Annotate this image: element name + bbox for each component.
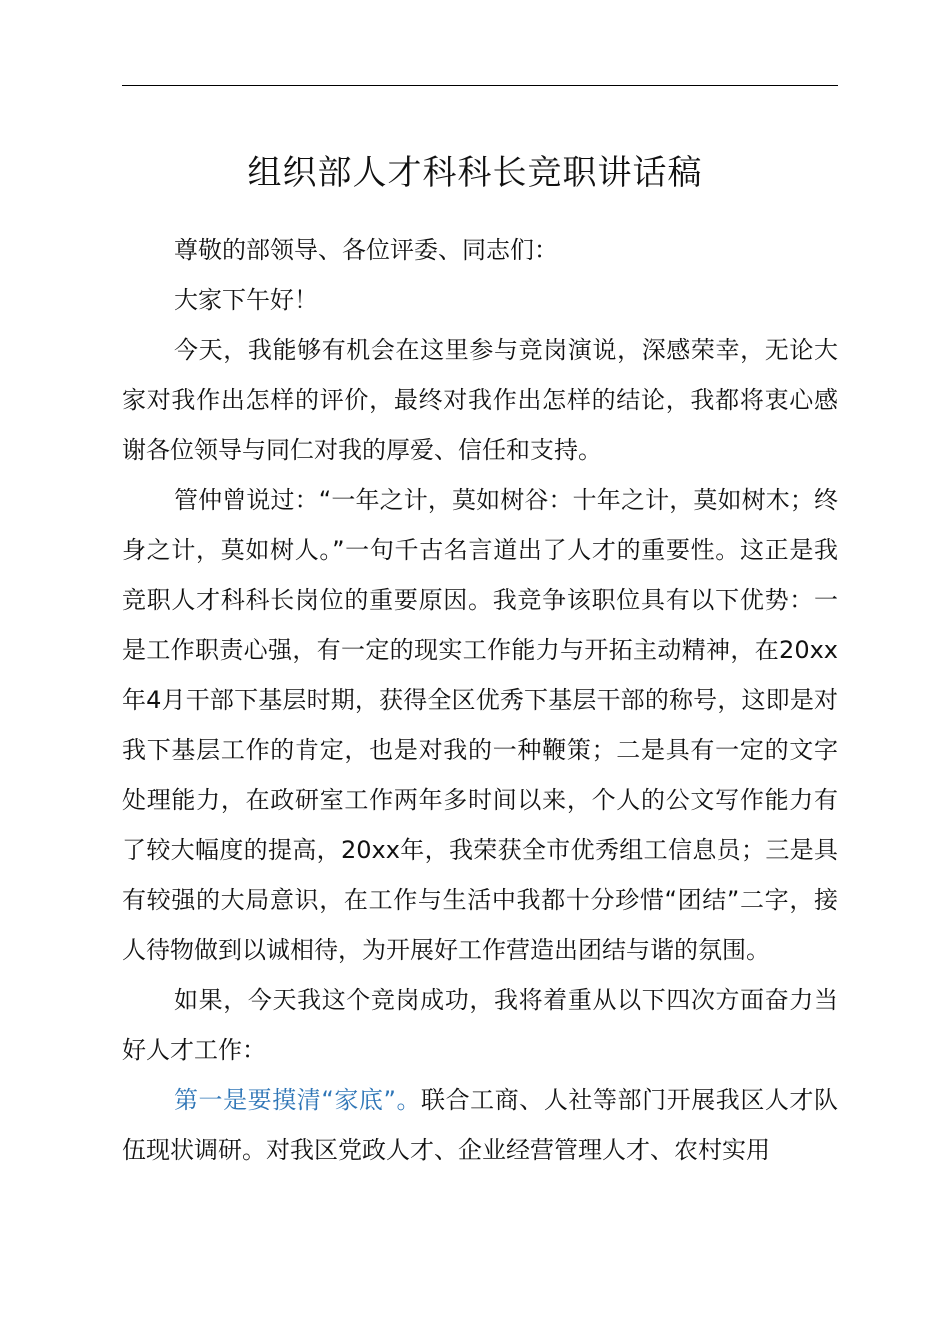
paragraph-4 — [122, 1075, 838, 1175]
paragraph-2: 管仲曾说过：“一年之计，莫如树谷：十年之计，莫如树木；终身之计，莫如树人。”一句千古名言道出了人才的重要性。这正是我竞职人才科科长岗位的重要原因。我竞争该职位具有以下优势：一是工作职责心强，有一定的现实工作能力与开拓主动精神，在20xx年4月干部下基层时期，获得全区优秀下基层干部的称号，这即是对我下基层工作的肯定，也是对我的一种鞭策；二是具有一定的文字处理能力，在政研室工作两年多时间以来，个人的公文写作能力有了较大幅度的提高，20xx年，我荣获全市优秀组工信息员；三是具有较强的大局意识，在工作与生活中我都十分珍惜“团结”二字，接人待物做到以诚相待，为开展好工作营造出团结与谐的氛围。 — [122, 486, 838, 964]
greeting: 大家下午好！ — [174, 286, 318, 314]
section-heading: 第一是要摸清“家底”。 — [174, 1086, 422, 1114]
document-body — [122, 225, 838, 1175]
paragraph-3: 如果，今天我这个竞岗成功，我将着重从以下四次方面奋力当好人才工作： — [122, 986, 838, 1064]
header-rule — [122, 85, 838, 86]
document-title: 组织部人才科科长竞职讲话稿 — [247, 153, 703, 193]
salutation: 尊敬的部领导、各位评委、同志们： — [174, 236, 558, 264]
paragraph-4-text: 联合工商、人社等部门开展我区人才队伍现状调研。对我区党政人才、企业经营管理人才、农村实用 — [122, 1086, 838, 1164]
paragraph-1: 今天，我能够有机会在这里参与竞岗演说，深感荣幸，无论大家对我作出怎样的评价，最终对我作出怎样的结论，我都将衷心感谢各位领导与同仁对我的厚爱、信任和支持。 — [122, 336, 838, 464]
